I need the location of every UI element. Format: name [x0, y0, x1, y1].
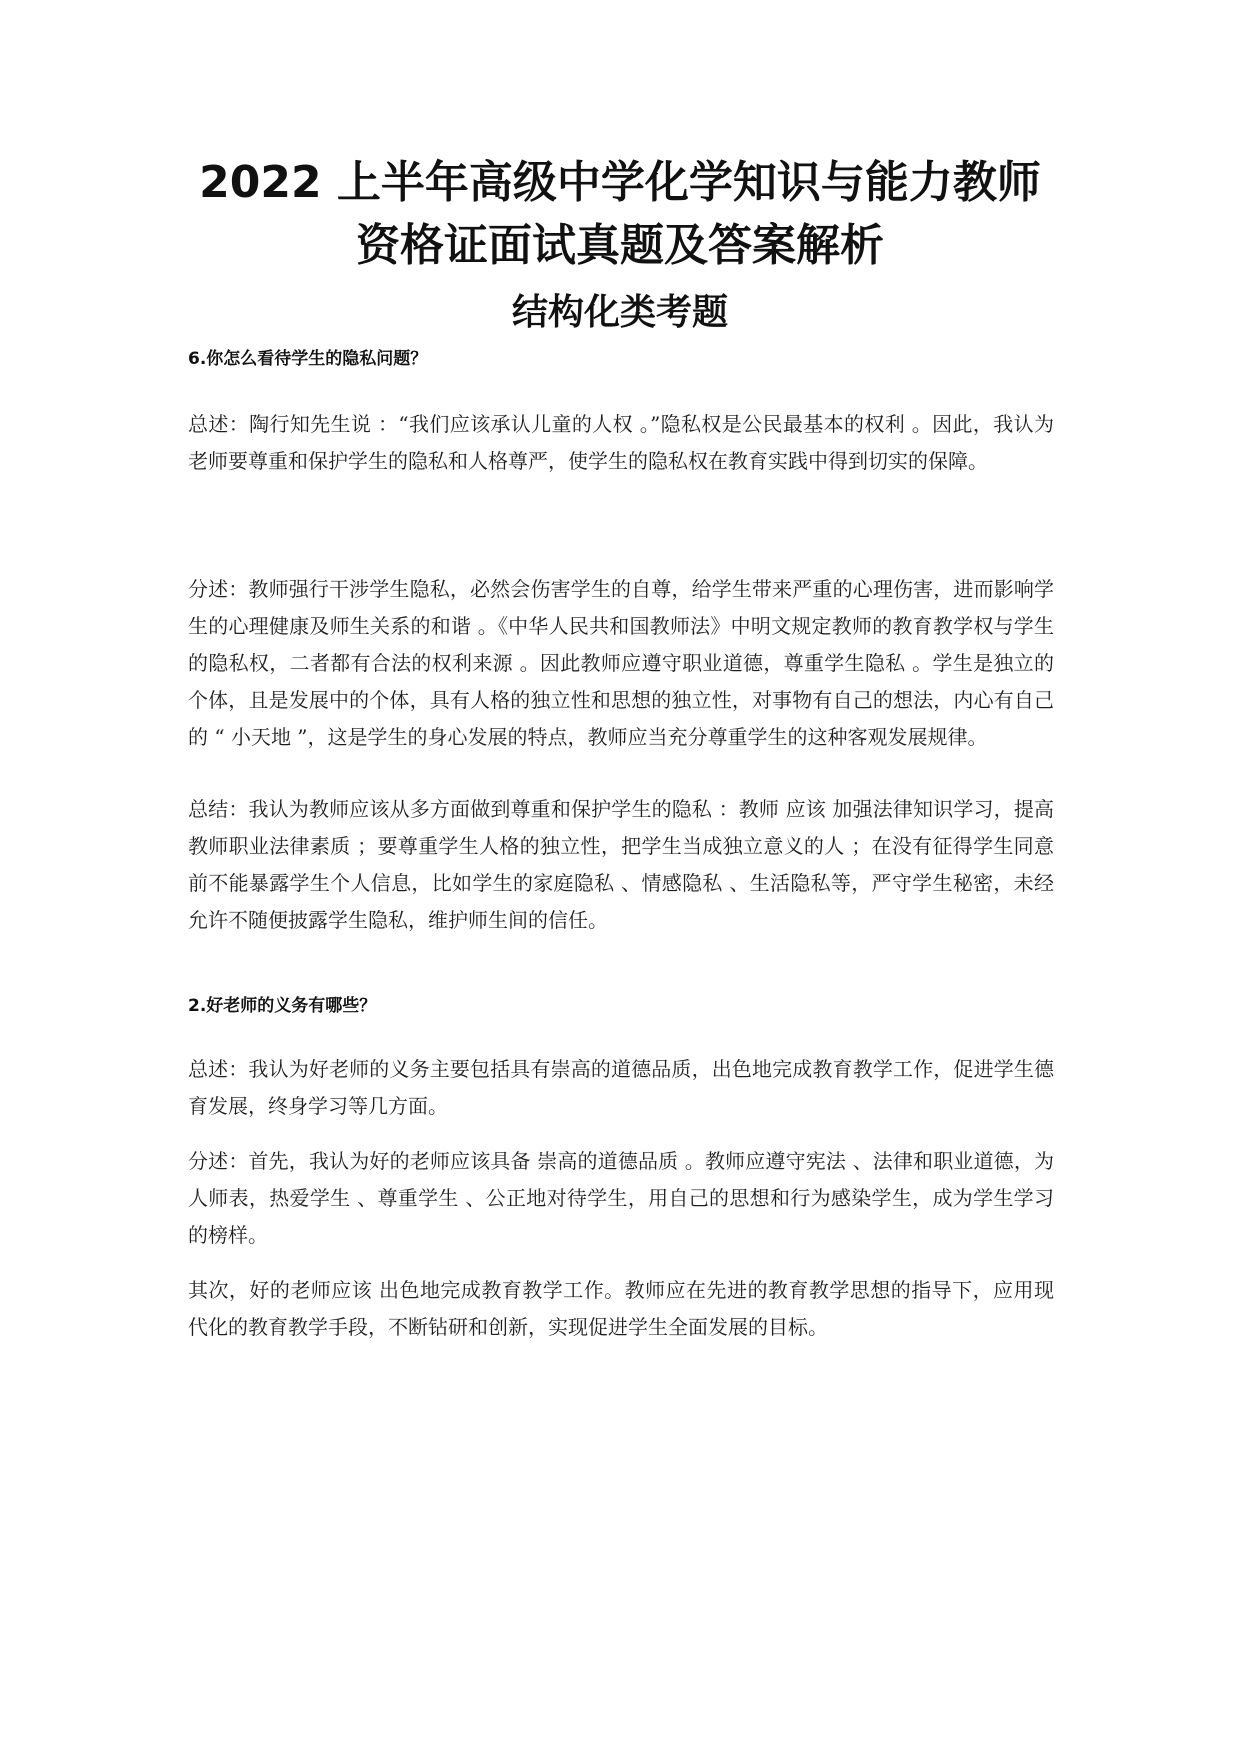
question-6-heading-block: [188, 347, 1054, 371]
answer-paragraph: 总述：陶行知先生说 ：“我们应该承认儿童的人权 。”隐私权是公民最基本的权利 。因此，我认为老师要尊重和保护学生的隐私和人格尊严，使学生的隐私权在教育实践中得到切实的保障。: [188, 412, 1054, 473]
answer-paragraph: 总述：我认为好老师的义务主要包括具有崇高的道德品质，出色地完成教育教学工作，促进学生德育发展，终身学习等几方面。: [188, 1057, 1054, 1118]
answer-paragraph: 其次，好的老师应该 出色地完成教育教学工作。教师应在先进的教育教学思想的指导下，应用现代化的教育教学手段，不断钻研和创新，实现促进学生全面发展的目标。: [188, 1278, 1054, 1339]
answer-paragraph: 分述：教师强行干涉学生隐私，必然会伤害学生的自尊，给学生带来严重的心理伤害，进而影响学生的心理健康及师生关系的和谐 。《中华人民共和国教师法》中明文规定教师的教育教学权与学生的隐私权，二者都有合法的权利来源 。因此教师应遵守职业道德，尊重学生隐私 。学生是独立的个体，且是发展中的个体，具有人格的独立性和思想的独立性，对事物有自己的想法，内心有自己的 “ 小天地 ”，这是学生的身心发展的特点，教师应当充分尊重学生的这种客观发展规律。: [188, 577, 1054, 749]
answer-paragraph: 分述：首先，我认为好的老师应该具备 崇高的道德品质 。教师应遵守宪法 、法律和职业道德，为人师表，热爱学生 、尊重学生 、公正地对待学生，用自己的思想和行为感染学生，成为学生学习的榜样。: [188, 1149, 1054, 1247]
answer-paragraph: 总结：我认为教师应该从多方面做到尊重和保护学生的隐私 ：教师 应该 加强法律知识学习，提高教师职业法律素质 ；要尊重学生人格的独立性，把学生当成独立意义的人 ；在没有征得学生同意前不能暴露学生个人信息，比如学生的家庭隐私 、情感隐私 、生活隐私等，严守学生秘密，未经允许不随便披露学生隐私，维护师生间的信任。: [188, 797, 1054, 932]
question-heading: 6.你怎么看待学生的隐私问题？: [188, 349, 428, 369]
question-6-detail-block: [188, 571, 1054, 756]
document-subtitle: 结构化类考题: [511, 292, 728, 333]
question-2-second-point-block: [188, 1272, 1054, 1346]
document-title-line-2: 资格证面试真题及答案解析: [356, 220, 884, 271]
question-6-conclusion-block: [188, 791, 1054, 939]
question-6-summary-block: [188, 406, 1054, 480]
question-2-heading-block: [188, 994, 1054, 1018]
question-2-summary-block: [188, 1051, 1054, 1125]
question-heading: 2.好老师的义务有哪些？: [188, 996, 377, 1016]
question-2-detail-block: [188, 1143, 1054, 1254]
document-title-line-1: 2022 上半年高级中学化学知识与能力教师: [199, 157, 1041, 208]
